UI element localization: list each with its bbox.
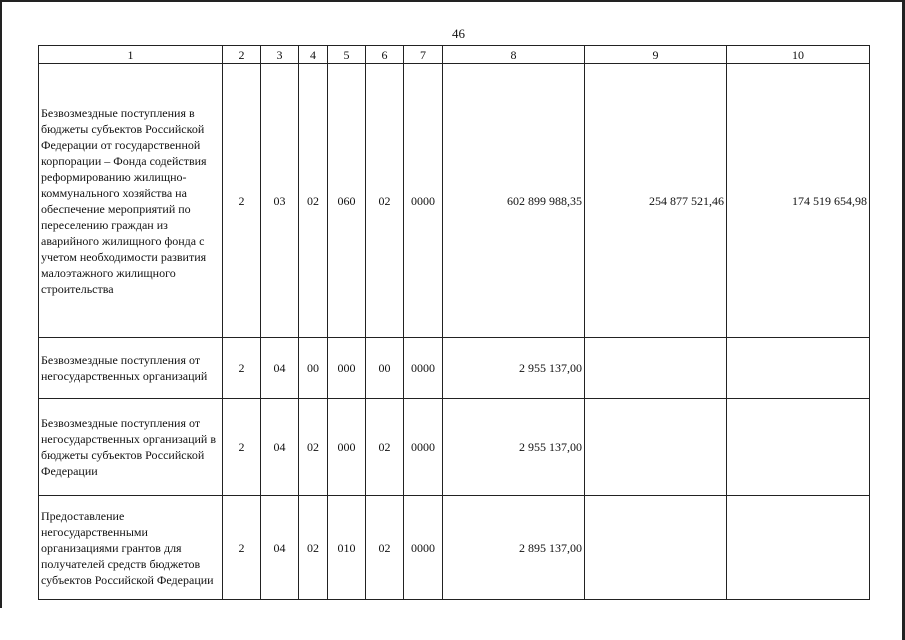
row-name: Предоставление негосударственными организациями грантов для получателей средств бюджетов субъектов Российской Федерации	[39, 496, 223, 600]
amount-col-9: 254 877 521,46	[585, 64, 727, 338]
header-col-7: 7	[404, 46, 443, 64]
budget-table	[38, 45, 870, 600]
amount-col-8: 602 899 988,35	[443, 64, 585, 338]
table-row	[39, 496, 870, 600]
code-col-6: 02	[366, 496, 404, 600]
header-col-3: 3	[261, 46, 299, 64]
amount-col-10	[727, 338, 870, 399]
code-col-2: 2	[223, 496, 261, 600]
code-col-5: 010	[328, 496, 366, 600]
amount-col-10	[727, 399, 870, 496]
code-col-4: 02	[299, 496, 328, 600]
header-col-8: 8	[443, 46, 585, 64]
header-col-6: 6	[366, 46, 404, 64]
code-col-2: 2	[223, 399, 261, 496]
scan-edge-left	[0, 0, 2, 608]
code-col-3: 04	[261, 399, 299, 496]
amount-col-9	[585, 338, 727, 399]
row-name: Безвозмездные поступления в бюджеты субъектов Российской Федерации от государственной корпорации – Фонда содействия реформированию жилищно-коммунального хозяйства на обеспечение мероприятий по переселению граждан из аварийного жилищного фонда с учетом необходимости развития малоэтажного жилищного строительства	[39, 64, 223, 338]
code-col-3: 04	[261, 338, 299, 399]
code-col-5: 000	[328, 399, 366, 496]
code-col-6: 02	[366, 64, 404, 338]
code-col-7: 0000	[404, 338, 443, 399]
code-col-6: 00	[366, 338, 404, 399]
code-col-5: 060	[328, 64, 366, 338]
header-row	[39, 46, 870, 64]
code-col-6: 02	[366, 399, 404, 496]
amount-col-8: 2 955 137,00	[443, 399, 585, 496]
code-col-5: 000	[328, 338, 366, 399]
header-col-2: 2	[223, 46, 261, 64]
code-col-4: 00	[299, 338, 328, 399]
page-number: 46	[452, 26, 465, 41]
amount-col-8: 2 955 137,00	[443, 338, 585, 399]
header-col-5: 5	[328, 46, 366, 64]
amount-col-9	[585, 496, 727, 600]
amount-col-8: 2 895 137,00	[443, 496, 585, 600]
header-col-4: 4	[299, 46, 328, 64]
table-row	[39, 64, 870, 338]
amount-col-9	[585, 399, 727, 496]
code-col-7: 0000	[404, 399, 443, 496]
header-col-9: 9	[585, 46, 727, 64]
code-col-7: 0000	[404, 496, 443, 600]
scan-edge-top	[0, 0, 905, 2]
code-col-7: 0000	[404, 64, 443, 338]
code-col-3: 03	[261, 64, 299, 338]
row-name: Безвозмездные поступления от негосударственных организаций	[39, 338, 223, 399]
code-col-2: 2	[223, 64, 261, 338]
code-col-2: 2	[223, 338, 261, 399]
header-col-1: 1	[39, 46, 223, 64]
amount-col-10: 174 519 654,98	[727, 64, 870, 338]
amount-col-10	[727, 496, 870, 600]
code-col-3: 04	[261, 496, 299, 600]
code-col-4: 02	[299, 64, 328, 338]
table-row	[39, 399, 870, 496]
table-row	[39, 338, 870, 399]
row-name: Безвозмездные поступления от негосударственных организаций в бюджеты субъектов Российской Федерации	[39, 399, 223, 496]
header-col-10: 10	[727, 46, 870, 64]
code-col-4: 02	[299, 399, 328, 496]
